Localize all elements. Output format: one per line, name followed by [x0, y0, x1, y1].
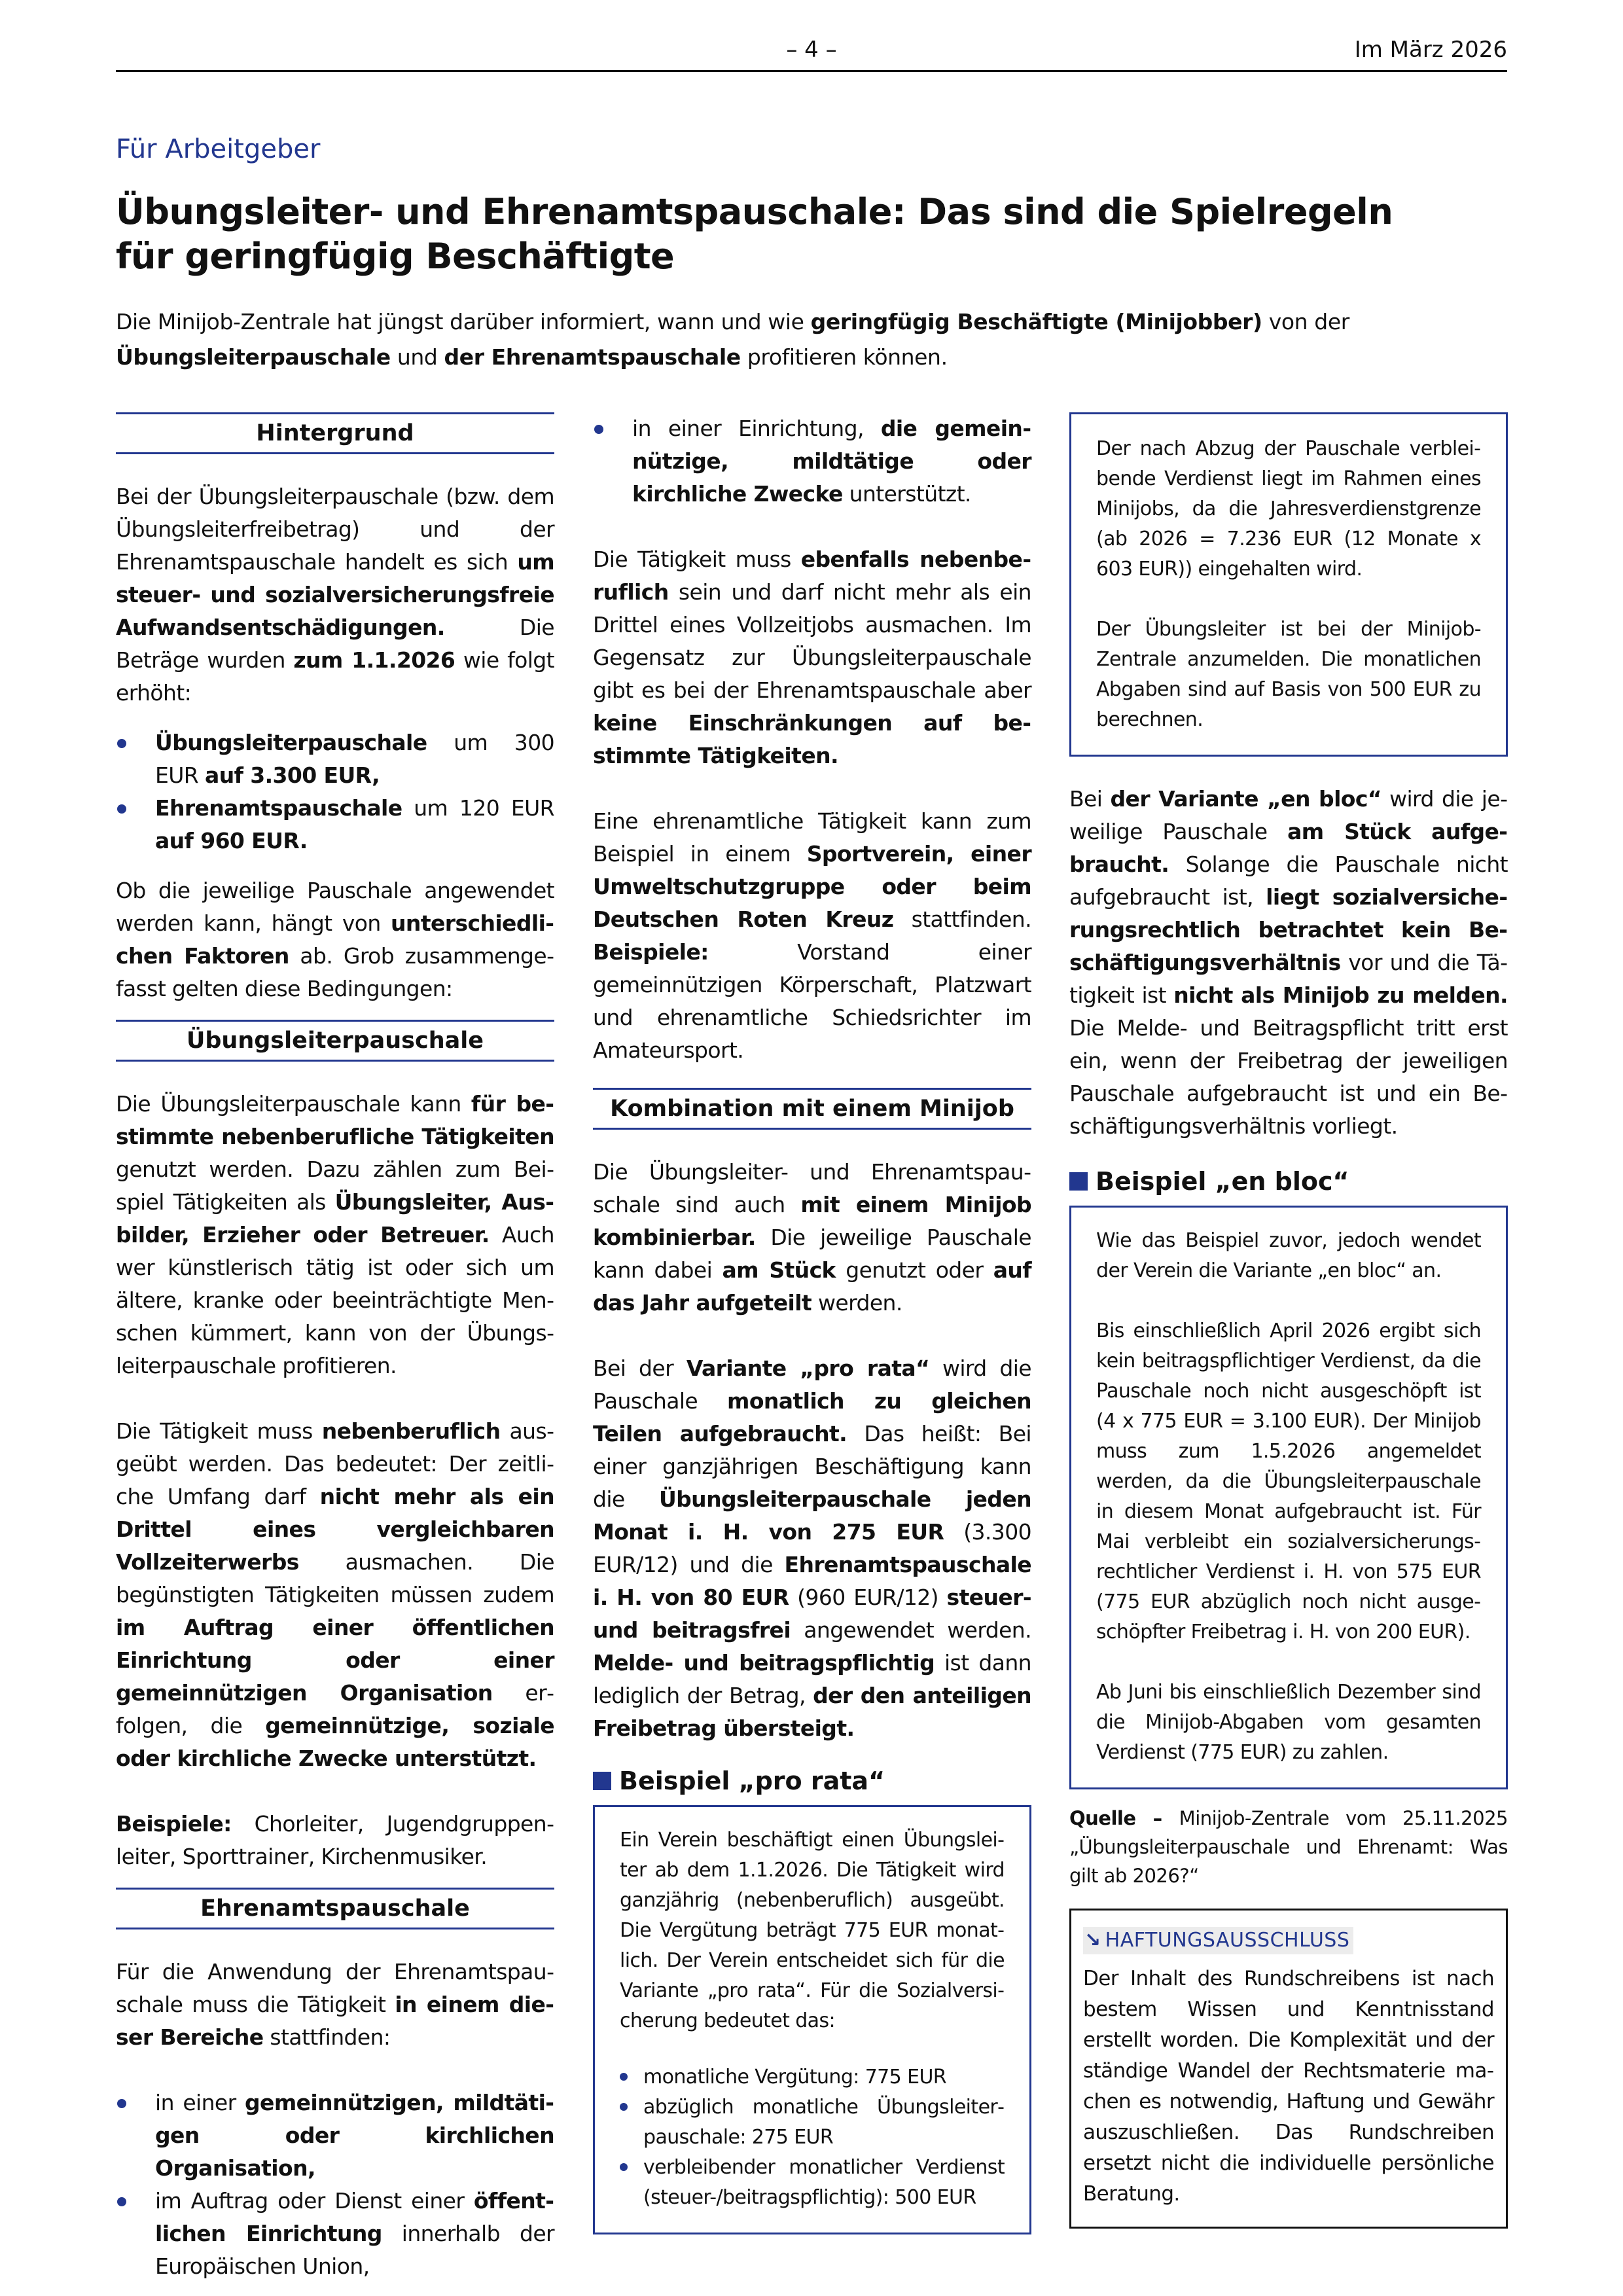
source-citation: Quelle – Minijob-Zentrale vom 25.11.2025 „Übungsleiterpauschale und Ehrenamt: Was gilt ab 2026?“ — [1069, 1807, 1508, 1887]
bullet-icon — [117, 804, 126, 814]
bullet-icon — [620, 2163, 628, 2171]
issue-date: Im März 2026 — [1354, 37, 1507, 63]
example-box-en-bloc — [1069, 1206, 1508, 1789]
disclaimer-box — [1069, 1909, 1508, 2229]
paragraph: Bei der Variante „pro rata“ wird die Pauschale monatlich zu gleichen Teilen aufgebraucht. Das heißt: Bei einer ganzjährigen Beschäftigung kann die Übungsleiterpauschale jeden Monat i. H. von 275 EUR (3.300 EUR/12) und die Ehrenamtspauschale i. H. von 80 EUR (960 EUR/12) steuer- und beitragsfrei angewendet werden. Melde- und beitragspflichtig ist dann lediglich der Betrag, der den anteiligen Freibetrag übersteigt. — [593, 1355, 1032, 1741]
disclaimer-text: Der Inhalt des Rundschreibens ist nach bestem Wissen und Kenntnisstand erstellt worden. Die Komplexität und der ständige Wandel der Rechtsmaterie machen es notwendig, Haftung und Gewähr auszuschließen. Das Rundschreiben ersetzt nicht die individuelle persönliche Beratung. — [1083, 1967, 1494, 2206]
section-label: Für Arbeitgeber — [116, 134, 321, 164]
square-icon — [1069, 1172, 1088, 1191]
left-column — [116, 412, 554, 2283]
list-item: verbleibender monatlicher Verdienst (steuer-/beitragspflichtig): 500 EUR — [620, 2153, 1005, 2213]
paragraph: Ob die jeweilige Pauschale angewendet werden kann, hängt von unterschiedlichen Faktoren ab. Grob zusammengefasst gelten diese Bedingungen: — [116, 878, 554, 1001]
right-column — [1069, 412, 1508, 2229]
paragraph: Der Übungsleiter ist bei der Minijob-Zentrale anzumelden. Die monatlichen Abgaben sind auf Basis von 500 EUR zu berechnen. — [1096, 618, 1481, 731]
paragraph: Die Tätigkeit muss ebenfalls nebenberuflich sein und darf nicht mehr als ein Drittel eines Vollzeitjobs ausmachen. Im Gegensatz zur Übungsleiterpauschale gibt es bei der Ehrenamtspauschale aber keine Einschränkungen auf bestimmte Tätigkeiten. — [593, 547, 1032, 768]
paragraph: Beispiele: Chorleiter, Jugendgruppenleiter, Sporttrainer, Kirchenmusiker. — [116, 1811, 554, 1869]
paragraph: Für die Anwendung der Ehrenamtspauschale muss die Tätigkeit in einem dieser Bereiche stattfinden: — [116, 1959, 554, 2050]
page-header — [116, 26, 1507, 72]
bullet-list — [620, 2062, 1005, 2213]
list-item: monatliche Vergütung: 775 EUR — [620, 2062, 1005, 2092]
page-title — [116, 190, 1507, 279]
subheading-kombination: Kombination mit einem Minijob — [593, 1088, 1031, 1130]
list-item: abzüglich monatliche Übungsleiterpauschale: 275 EUR — [620, 2092, 1005, 2153]
bullet-icon — [117, 2197, 126, 2206]
list-item: Ehrenamtspauschale um 120 EUR auf 960 EUR. — [116, 792, 554, 857]
paragraph: Die Tätigkeit muss nebenberuflich ausgeübt werden. Das bedeutet: Der zeitliche Umfang darf nicht mehr als ein Drittel eines vergleichbaren Vollzeiterwerbs ausmachen. Die begünstigten Tätigkeiten müssen zudem im Auftrag einer öffentlichen Einrichtung oder einer gemeinnützigen Organisation erfolgen, die gemeinnützige, soziale oder kirchliche Zwecke unterstützt. — [116, 1418, 555, 1771]
paragraph: Bei der Variante „en bloc“ wird die jeweilige Pauschale am Stück aufgebraucht. Solange die Pauschale nicht aufgebraucht ist, liegt sozialversicherungsrechtlich betrachtet kein Beschäftigungsverhältnis vor und die Tätigkeit ist nicht als Minijob zu melden. Die Melde- und Beitragspflicht tritt erst ein, wenn der Freibetrag der jeweiligen Pauschale aufgebraucht ist und ein Beschäftigungsverhältnis vorliegt. — [1069, 786, 1508, 1139]
arrow-down-right-icon: ↘ — [1084, 1929, 1101, 1952]
list-item: Übungsleiterpauschale um 300 EUR auf 3.300 EUR, — [116, 726, 554, 792]
paragraph: Bis einschließlich April 2026 ergibt sich kein beitragspflichtiger Verdienst, da die Pauschale noch nicht ausgeschöpft ist (4 x 775 EUR = 3.100 EUR). Der Minijob muss zum 1.5.2026 angemeldet werden, da die Übungsleiterpauschale in diesem Monat aufgebraucht ist. Für Mai verbleibt ein sozialversicherungsrechtlicher Verdienst i. H. von 575 EUR (775 EUR abzüglich noch nicht ausgeschöpfter Freibetrag i. H. von 200 EUR). — [1096, 1319, 1481, 1643]
list-item: in einer Einrichtung, die gemeinnützige, mildtätige oder kirchliche Zwecke unterstützt. — [593, 412, 1031, 511]
paragraph: Ein Verein beschäftigt einen Übungsleiter ab dem 1.1.2026. Die Tätigkeit wird ganzjährig (nebenberuflich) ausgeübt. Die Vergütung beträgt 775 EUR monatlich. Der Verein entscheidet sich für die Variante „pro rata“. Für die Sozialversicherung bedeutet das: — [620, 1829, 1005, 2032]
bullet-list — [116, 726, 554, 857]
intro-paragraph: Die Minijob-Zentrale hat jüngst darüber informiert, wann und wie geringfügig Beschäftigte (Minijobber) von der Übungsleiterpauschale und der Ehrenamtspauschale profitieren können. — [116, 309, 1349, 370]
bullet-icon — [620, 2103, 628, 2111]
example-heading-en-bloc: Beispiel „en bloc“ — [1069, 1165, 1508, 1198]
bullet-icon — [117, 2099, 126, 2108]
example-box-pro-rata — [593, 1805, 1031, 2234]
subheading-uebungsleiterpauschale: Übungsleiterpauschale — [116, 1020, 554, 1062]
page-number: – 4 – — [786, 37, 837, 63]
disclaimer-tag: ↘ HAFTUNGSAUSSCHLUSS — [1083, 1927, 1353, 1954]
bullet-icon — [594, 425, 603, 434]
list-item: in einer gemeinnützigen, mildtätigen oder kirchlichen Organisation, — [116, 2087, 554, 2185]
subheading-hintergrund: Hintergrund — [116, 412, 554, 454]
bullet-list — [593, 412, 1031, 511]
bullet-icon — [620, 2073, 628, 2081]
bullet-icon — [117, 739, 126, 748]
bullet-list — [116, 2087, 554, 2283]
paragraph: Wie das Beispiel zuvor, jedoch wendet der Verein die Variante „en bloc“ an. — [1096, 1229, 1481, 1282]
paragraph: Der nach Abzug der Pauschale verbleibende Verdienst liegt im Rahmen eines Minijobs, da die Jahresverdienstgrenze (ab 2026 = 7.236 EUR (12 Monate x 603 EUR)) eingehalten wird. — [1096, 437, 1481, 581]
title-line-1: Übungsleiter- und Ehrenamtspauschale: Das sind die Spielregeln — [116, 191, 1393, 232]
paragraph: Die Übungsleiterpauschale kann für bestimmte nebenberufliche Tätigkeiten genutzt werden. Dazu zählen zum Beispiel Tätigkeiten als Übungsleiter, Ausbilder, Erzieher oder Betreuer. Auch wer künstlerisch tätig ist oder sich um ältere, kranke oder beeinträchtigte Menschen kümmert, kann von der Übungsleiterpauschale profitieren. — [116, 1091, 554, 1378]
example-heading-pro-rata: Beispiel „pro rata“ — [593, 1765, 1031, 1797]
example-box-continued — [1069, 412, 1508, 757]
paragraph: Ab Juni bis einschließlich Dezember sind die Minijob-Abgaben vom gesamten Verdienst (775 EUR) zu zahlen. — [1096, 1681, 1481, 1764]
paragraph: Die Übungsleiter- und Ehrenamtspauschale sind auch mit einem Minijob kombinierbar. Die jeweilige Pauschale kann dabei am Stück genutzt oder auf das Jahr aufgeteilt werden. — [593, 1159, 1032, 1316]
paragraph: Eine ehrenamtliche Tätigkeit kann zum Beispiel in einem Sportverein, einer Umweltschutzgruppe oder beim Deutschen Roten Kreuz stattfinden. Beispiele: Vorstand einer gemeinnützigen Körperschaft, Platzwart und ehrenamtliche Schiedsrichter im Amateursport. — [593, 808, 1031, 1063]
paragraph: Bei der Übungsleiterpauschale (bzw. dem Übungsleiterfreibetrag) und der Ehrenamtspauschale handelt es sich um steuer- und sozialversicherungsfreie Aufwandsentschädigungen. Die Beträge wurden zum 1.1.2026 wie folgt erhöht: — [116, 484, 554, 706]
subheading-ehrenamtspauschale: Ehrenamtspauschale — [116, 1888, 554, 1929]
square-icon — [593, 1772, 611, 1790]
list-item: im Auftrag oder Dienst einer öffentlichen Einrichtung innerhalb der Europäischen Union, — [116, 2185, 554, 2283]
middle-column — [593, 412, 1031, 2234]
title-line-2: für geringfügig Beschäftigte — [116, 236, 675, 277]
